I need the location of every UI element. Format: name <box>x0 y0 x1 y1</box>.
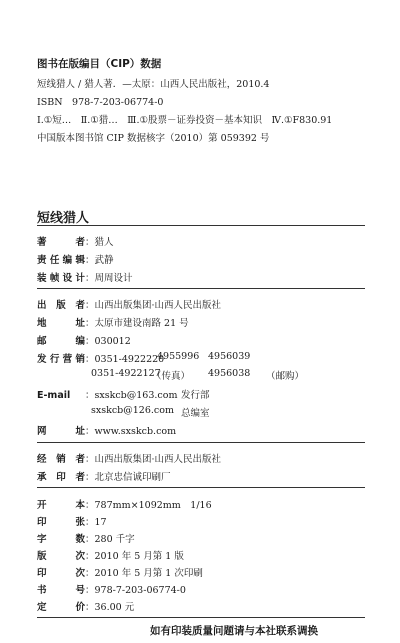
divider <box>37 225 365 226</box>
spec-format-label: 开本 <box>37 500 85 511</box>
marketing-mailorder-phone: 4956038 <box>208 368 251 379</box>
printer-value: ：北京忠信诚印刷厂 <box>85 472 171 483</box>
divider <box>37 288 365 289</box>
divider <box>37 442 365 443</box>
distributor-label: 经销者 <box>37 454 85 465</box>
credit-editor <box>37 252 114 266</box>
publisher-name-value: ：山西出版集团·山西人民出版社 <box>85 300 222 311</box>
marketing-fax: 0351-4922127 <box>91 368 161 379</box>
spec-isbn <box>37 582 186 596</box>
publisher-postcode-value: ：030012 <box>85 336 131 347</box>
publisher-name <box>37 297 221 311</box>
spec-edition-label: 版次 <box>37 551 85 562</box>
distributor-value: ：山西出版集团·山西人民出版社 <box>85 454 222 465</box>
email-dept-1: 发行部 <box>181 390 210 401</box>
credit-design <box>37 270 133 284</box>
spec-format-value: ：787mm×1092mm 1/16 <box>85 500 212 511</box>
spec-edition <box>37 548 184 562</box>
credit-design-value: ：周周设计 <box>85 273 133 284</box>
marketing-fax-note: （传真） <box>152 371 191 382</box>
email-address-2: sxskcb@126.com <box>91 405 174 416</box>
cip-line-title: 短线猎人 / 猎人著．—太原：山西人民出版社，2010.4 <box>37 79 270 90</box>
spec-wordcount-value: ：280 千字 <box>85 534 135 545</box>
cip-line-isbn: ISBN 978-7-203-06774-0 <box>37 97 164 108</box>
printer-label: 承印者 <box>37 472 85 483</box>
marketing-mailorder-note: （邮购） <box>266 371 305 382</box>
divider <box>37 617 365 618</box>
book-title: 短线猎人 <box>37 211 90 226</box>
divider <box>37 487 365 488</box>
publisher-postcode-label: 邮编 <box>37 336 85 347</box>
credit-design-label: 装帧设计 <box>37 273 85 284</box>
quality-notice: 如有印装质量问题请与本社联系调换 <box>150 625 318 637</box>
website <box>37 423 176 437</box>
spec-edition-value: ：2010 年 5 月第 1 版 <box>85 551 184 562</box>
website-value: ：www.sxskcb.com <box>85 426 177 437</box>
cip-line-record-number: 中国版本图书馆 CIP 数据核字（2010）第 059392 号 <box>37 133 270 144</box>
cip-line-classification: Ⅰ.①短… Ⅱ.①猎… Ⅲ.①股票－证券投资－基本知识 Ⅳ.①F830.91 <box>37 115 333 126</box>
spec-sheets-label: 印张 <box>37 517 85 528</box>
spec-price <box>37 599 134 613</box>
spec-wordcount-label: 字数 <box>37 534 85 545</box>
credit-author-value: ：猎人 <box>85 237 114 248</box>
publisher-address <box>37 315 189 329</box>
email-address-1: ：sxskcb@163.com <box>85 390 178 401</box>
cip-heading: 图书在版编目（CIP）数据 <box>37 58 162 70</box>
spec-printing-label: 印次 <box>37 568 85 579</box>
marketing-phone-2: 4955996 <box>157 351 200 362</box>
spec-printing-value: ：2010 年 5 月第 1 次印刷 <box>85 568 203 579</box>
credit-author <box>37 234 114 248</box>
marketing-label: 发行营销 <box>37 354 85 365</box>
spec-printing <box>37 565 203 579</box>
spec-isbn-value: ：978-7-203-06774-0 <box>85 585 186 596</box>
publisher-name-label: 出版者 <box>37 300 85 311</box>
spec-isbn-label: 书号 <box>37 585 85 596</box>
marketing-phone-1: ：0351-4922220 <box>85 354 165 365</box>
printer <box>37 469 171 483</box>
marketing-line-1 <box>37 351 164 365</box>
website-label: 网址 <box>37 426 85 437</box>
marketing-phone-3: 4956039 <box>208 351 251 362</box>
spec-wordcount <box>37 531 135 545</box>
credit-editor-value: ：武静 <box>85 255 114 266</box>
publisher-address-value: ：太原市建设南路 21 号 <box>85 318 189 329</box>
credit-editor-label: 责任编辑 <box>37 255 85 266</box>
spec-sheets-value: ：17 <box>85 517 107 528</box>
credit-author-label: 著者 <box>37 237 85 248</box>
distributor <box>37 451 221 465</box>
spec-price-label: 定价 <box>37 602 85 613</box>
email-line-1 <box>37 387 177 401</box>
publisher-address-label: 地址 <box>37 318 85 329</box>
email-dept-2: 总编室 <box>181 408 210 419</box>
publisher-postcode <box>37 333 131 347</box>
spec-price-value: ：36.00 元 <box>85 602 135 613</box>
spec-sheets <box>37 514 107 528</box>
email-label: E-mail <box>37 390 71 401</box>
spec-format <box>37 497 212 511</box>
